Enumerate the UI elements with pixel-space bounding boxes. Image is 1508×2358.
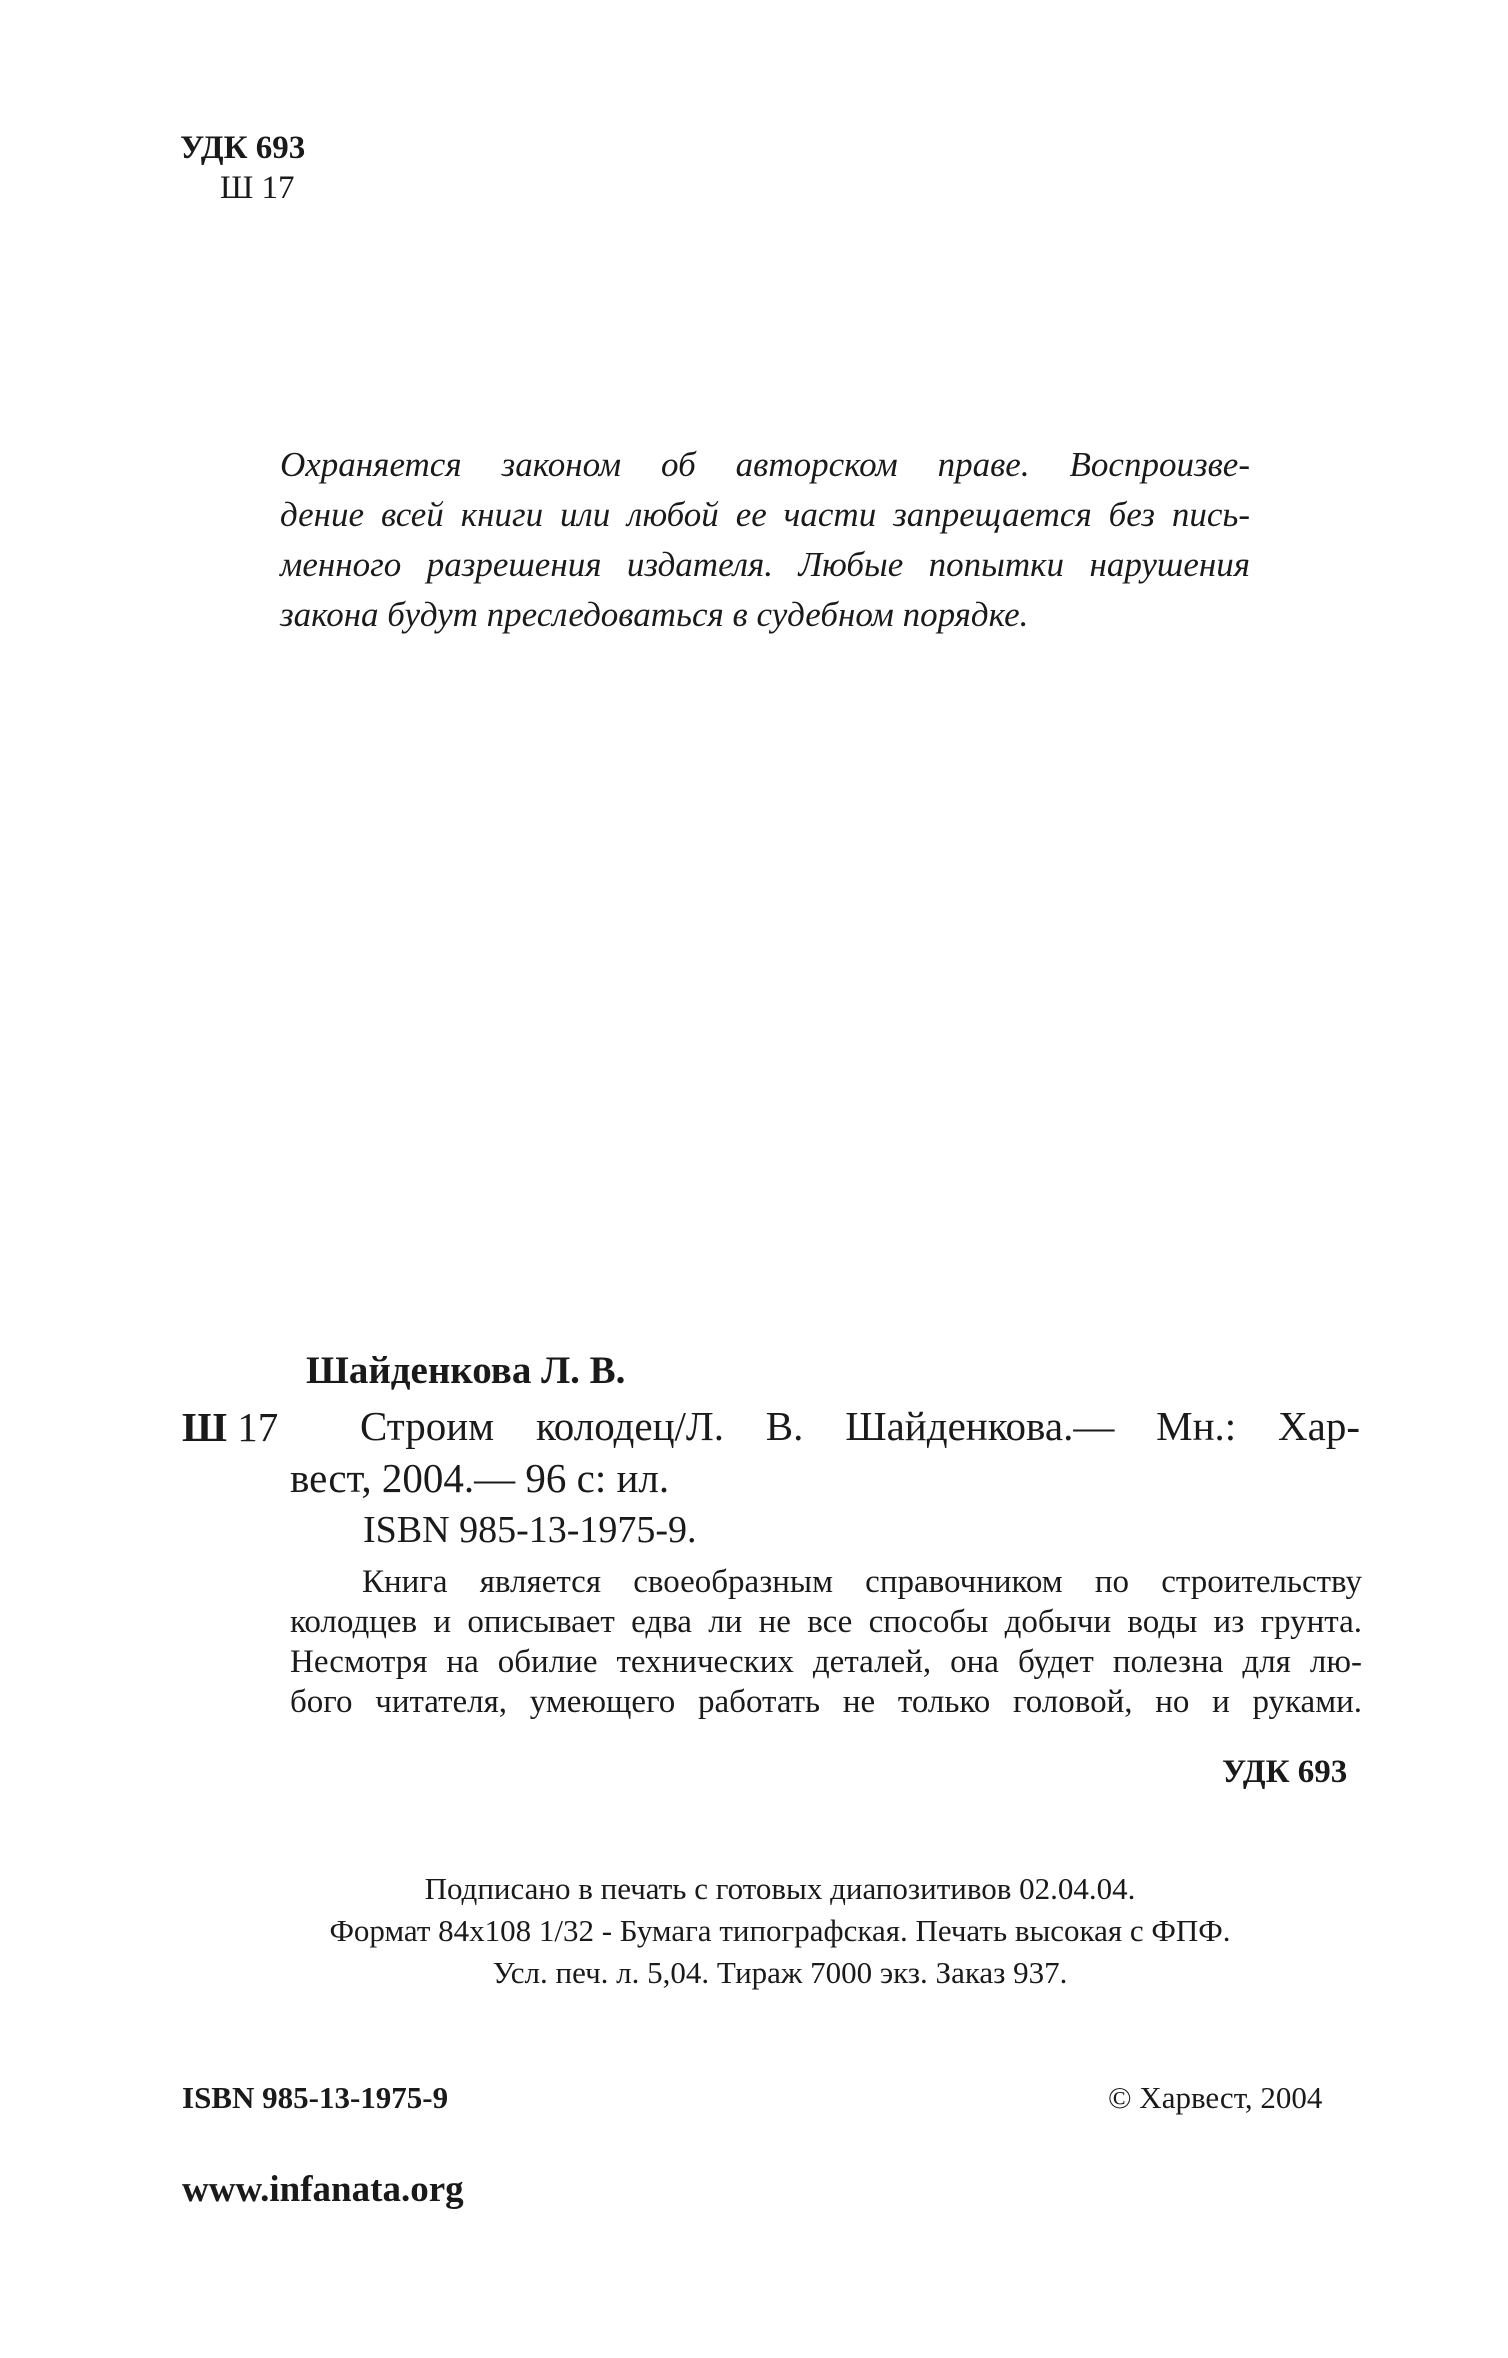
entry-code-number: 17 [237, 1404, 279, 1450]
bibliographic-entry [290, 1400, 1360, 1504]
notice-line: менного разрешения издателя. Любые попытки нарушения [280, 545, 1250, 584]
print-imprint [200, 1868, 1360, 1994]
book-annotation [290, 1562, 1362, 1722]
entry-code-letter: Ш [182, 1404, 228, 1450]
isbn-footer: ISBN 985-13-1975-9 [182, 2080, 449, 2115]
library-code-header: Ш 17 [220, 170, 295, 206]
website-link[interactable]: www.infanata.org [182, 2169, 464, 2210]
udk-footer: УДК 693 [1222, 1754, 1348, 1790]
udk-header: УДК 693 [180, 130, 306, 166]
copyright-line: © Харвест, 2004 [1108, 2080, 1323, 2115]
notice-line: Охраняется законом об авторском праве. Воспроизве- [280, 445, 1250, 484]
annotation-line: бого читателя, умеющего работать не только головой, но и руками. [290, 1684, 1362, 1720]
notice-line: дение всей книги или любой ее части запрещается без пись- [280, 495, 1250, 534]
entry-title-line: Строим колодец/Л. В. Шайденкова.— Мн.: Хар- [360, 1403, 1360, 1449]
annotation-line: Несмотря на обилие технических деталей, она будет полезна для лю- [290, 1644, 1362, 1680]
entry-isbn: ISBN 985-13-1975-9. [363, 1509, 697, 1551]
author-name: Шайденкова Л. В. [306, 1349, 626, 1392]
entry-title-line: вест, 2004.— 96 с: ил. [290, 1455, 670, 1501]
imprint-line: Подписано в печать с готовых диапозитивов 02.04.04. [424, 1871, 1136, 1906]
imprint-line: Формат 84x108 1/32 - Бумага типографская. Печать высокая с ФПФ. [329, 1913, 1231, 1948]
notice-line: закона будут преследоваться в судебном порядке. [280, 595, 1029, 634]
annotation-line: колодцев и описывает едва ли не все способы добычи воды из грунта. [290, 1604, 1362, 1640]
entry-code [182, 1403, 278, 1451]
copyright-notice [280, 440, 1250, 640]
annotation-line: Книга является своеобразным справочником по строительству [362, 1564, 1362, 1600]
imprint-line: Усл. печ. л. 5,04. Тираж 7000 экз. Заказ 937. [492, 1955, 1068, 1990]
